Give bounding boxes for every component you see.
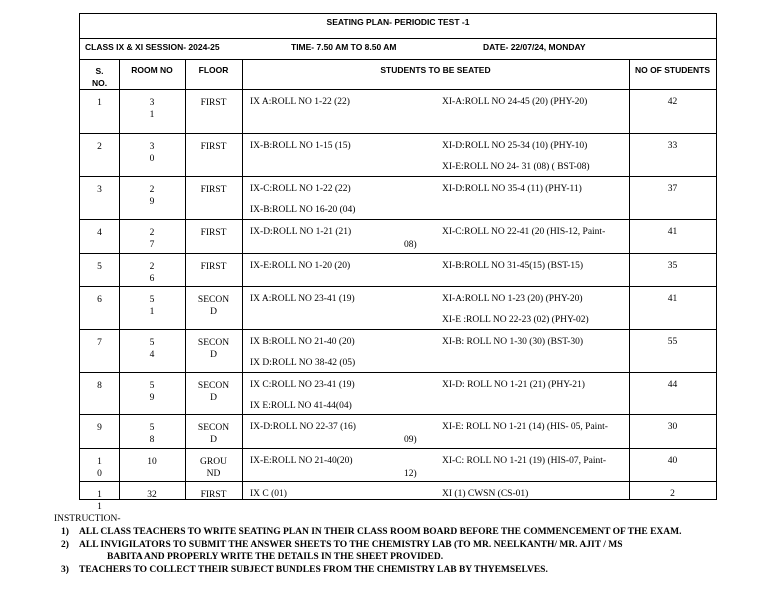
room-number-line: 5 xyxy=(149,381,155,391)
serial-number xyxy=(80,294,119,306)
room-number xyxy=(119,489,185,501)
row-divider xyxy=(80,133,716,134)
floor-line: SECON xyxy=(197,338,230,348)
room-number-line: 5 xyxy=(149,423,155,433)
room-number-line: 32 xyxy=(147,490,157,500)
col-header-sno: S. NO. xyxy=(91,66,108,88)
students-xi: XI-D: ROLL NO 1-21 (21) (PHY-21) xyxy=(442,380,585,390)
row-divider xyxy=(80,448,716,449)
instruction-2-num: 2) xyxy=(61,540,69,550)
floor-line: FIRST xyxy=(200,98,227,108)
serial-number-line: 1 xyxy=(97,98,102,108)
students-xi: XI-C: ROLL NO 1-21 (19) (HIS-07, Paint- xyxy=(442,456,607,466)
floor xyxy=(185,337,242,361)
room-number xyxy=(119,141,185,165)
floor xyxy=(185,227,242,239)
students-xi: XI-E: ROLL NO 1-21 (14) (HIS- 05, Paint- xyxy=(442,422,608,432)
serial-number-line: 7 xyxy=(97,338,102,348)
serial-number-line: 1 xyxy=(97,502,102,512)
students-ix: IX A:ROLL NO 1-22 (22) xyxy=(250,97,350,107)
students-ix: IX C (01) xyxy=(250,489,287,499)
serial-number xyxy=(80,489,119,513)
room-number xyxy=(119,380,185,404)
col-header-students: STUDENTS TO BE SEATED xyxy=(380,65,491,75)
students-ix: IX C:ROLL NO 23-41 (19) xyxy=(250,380,355,390)
student-count: 30 xyxy=(667,422,678,432)
row-divider xyxy=(80,253,716,254)
students-ix: IX-B:ROLL NO 16-20 (04) xyxy=(250,205,356,215)
serial-number xyxy=(80,141,119,153)
students-ix: IX-C:ROLL NO 1-22 (22) xyxy=(250,184,351,194)
floor-line: ND xyxy=(206,469,221,479)
floor-line: SECON xyxy=(197,381,230,391)
room-number-line: 7 xyxy=(149,240,155,250)
floor-line: D xyxy=(210,393,217,403)
room-number-line: 10 xyxy=(147,457,157,467)
student-count: 37 xyxy=(667,184,678,194)
student-count: 41 xyxy=(667,227,678,237)
serial-number xyxy=(80,97,119,109)
room-number-line: 1 xyxy=(149,307,155,317)
students-xi: XI (1) CWSN (CS-01) xyxy=(442,489,529,499)
student-count: 2 xyxy=(670,489,675,499)
column-divider xyxy=(629,59,630,499)
room-number-line: 5 xyxy=(149,295,155,305)
floor-line: FIRST xyxy=(200,185,227,195)
room-number-line: 3 xyxy=(149,98,155,108)
row-divider xyxy=(80,372,716,373)
floor-line: D xyxy=(210,307,217,317)
instruction-2-cont: BABITA AND PROPERLY WRITE THE DETAILS IN THE SHEET PROVIDED. xyxy=(107,552,444,562)
room-number xyxy=(119,422,185,446)
serial-number-line: 9 xyxy=(97,423,102,433)
student-count: 40 xyxy=(667,456,678,466)
seating-plan-table xyxy=(79,13,717,512)
row-divider xyxy=(80,176,716,177)
room-number-line: 3 xyxy=(149,142,155,152)
col-header-room: ROOM NO xyxy=(131,65,173,75)
students-xi: XI-C:ROLL NO 22-41 (20 (HIS-12, Paint- xyxy=(442,227,606,237)
student-count: 55 xyxy=(667,337,678,347)
student-count: 42 xyxy=(667,97,678,107)
students-ix: IX-D:ROLL NO 1-21 (21) xyxy=(250,227,352,237)
floor-line: D xyxy=(210,435,217,445)
room-number-line: 0 xyxy=(149,154,155,164)
serial-number-line: 2 xyxy=(97,142,102,152)
room-number xyxy=(119,184,185,208)
column-divider xyxy=(242,59,243,499)
room-number-line: 2 xyxy=(149,185,155,195)
students-ix: IX-D:ROLL NO 22-37 (16) xyxy=(250,422,356,432)
students-ix: IX-E:ROLL NO 1-20 (20) xyxy=(250,261,351,271)
students-ix: IX E:ROLL NO 41-44(04) xyxy=(250,401,352,411)
serial-number-line: 4 xyxy=(97,228,102,238)
serial-number-line: 1 xyxy=(97,457,102,467)
col-header-count: NO OF STUDENTS xyxy=(634,65,711,75)
floor-line: FIRST xyxy=(200,228,227,238)
students-xi: XI-E:ROLL NO 24- 31 (08) ( BST-08) xyxy=(442,162,590,172)
room-number xyxy=(119,337,185,361)
students-ix: IX-E:ROLL NO 21-40(20) xyxy=(250,456,353,466)
floor xyxy=(185,97,242,109)
serial-number xyxy=(80,337,119,349)
row-divider xyxy=(80,329,716,330)
students-xi: XI-D:ROLL NO 25-34 (10) (PHY-10) xyxy=(442,141,588,151)
room-number-line: 5 xyxy=(149,338,155,348)
col-header-floor: FLOOR xyxy=(198,65,229,75)
room-number xyxy=(119,294,185,318)
floor-line: GROU xyxy=(200,457,227,467)
students-ix: IX B:ROLL NO 21-40 (20) xyxy=(250,337,355,347)
serial-number xyxy=(80,422,119,434)
students-xi-wrap: 12) xyxy=(404,469,417,479)
floor-line: FIRST xyxy=(200,490,227,500)
serial-number-line: 6 xyxy=(97,295,102,305)
serial-number xyxy=(80,261,119,273)
student-count: 41 xyxy=(667,294,678,304)
serial-number-line: 1 xyxy=(97,490,102,500)
column-divider xyxy=(185,59,186,499)
row-divider xyxy=(80,219,716,220)
students-xi: XI-A:ROLL NO 1-23 (20) (PHY-20) xyxy=(442,294,583,304)
student-count: 44 xyxy=(667,380,678,390)
serial-number xyxy=(80,456,119,480)
instruction-3-num: 3) xyxy=(61,565,69,575)
instruction-1-text: ALL CLASS TEACHERS TO WRITE SEATING PLAN IN THEIR CLASS ROOM BOARD BEFORE THE COMMENCEMENT OF THE EXAM. xyxy=(79,527,682,537)
room-number xyxy=(119,97,185,121)
students-ix: IX A:ROLL NO 23-41 (19) xyxy=(250,294,355,304)
room-number-line: 2 xyxy=(149,262,155,272)
students-ix: IX-B:ROLL NO 1-15 (15) xyxy=(250,141,351,151)
divider xyxy=(80,89,716,90)
room-number xyxy=(119,456,185,468)
student-count: 33 xyxy=(667,141,678,151)
column-divider xyxy=(119,59,120,499)
serial-number-line: 5 xyxy=(97,262,102,272)
room-number-line: 8 xyxy=(149,435,155,445)
students-xi: XI-B:ROLL NO 31-45(15) (BST-15) xyxy=(442,261,583,271)
room-number xyxy=(119,227,185,251)
serial-number xyxy=(80,227,119,239)
row-divider xyxy=(80,481,716,482)
floor xyxy=(185,456,242,480)
students-ix: IX D:ROLL NO 38-42 (05) xyxy=(250,358,356,368)
room-number-line: 4 xyxy=(149,350,155,360)
row-divider xyxy=(80,286,716,287)
time-label: TIME- 7.50 AM TO 8.50 AM xyxy=(291,42,397,52)
divider xyxy=(80,38,716,39)
session-label: CLASS IX & XI SESSION- 2024-25 xyxy=(85,42,220,52)
floor xyxy=(185,141,242,153)
floor xyxy=(185,261,242,273)
date-label: DATE- 22/07/24, MONDAY xyxy=(483,42,586,52)
floor-line: SECON xyxy=(197,423,230,433)
floor xyxy=(185,489,242,501)
serial-number-line: 8 xyxy=(97,381,102,391)
students-xi: XI-A:ROLL NO 24-45 (20) (PHY-20) xyxy=(442,97,588,107)
instructions-heading: INSTRUCTION- xyxy=(54,514,121,524)
room-number-line: 9 xyxy=(149,393,155,403)
instruction-1-num: 1) xyxy=(61,527,69,537)
table-title: SEATING PLAN- PERIODIC TEST -1 xyxy=(326,17,470,27)
floor-line: FIRST xyxy=(200,262,227,272)
divider xyxy=(80,59,716,60)
serial-number xyxy=(80,380,119,392)
students-xi: XI-B: ROLL NO 1-30 (30) (BST-30) xyxy=(442,337,583,347)
students-xi: XI-D:ROLL NO 35-4 (11) (PHY-11) xyxy=(442,184,582,194)
serial-number xyxy=(80,184,119,196)
floor xyxy=(185,294,242,318)
room-number-line: 9 xyxy=(149,197,155,207)
floor-line: FIRST xyxy=(200,142,227,152)
room-number-line: 1 xyxy=(149,110,155,120)
student-count: 35 xyxy=(667,261,678,271)
students-xi-wrap: 09) xyxy=(404,435,417,445)
room-number-line: 6 xyxy=(149,274,155,284)
floor-line: D xyxy=(210,350,217,360)
floor-line: SECON xyxy=(197,295,230,305)
instruction-2-text: ALL INVIGILATORS TO SUBMIT THE ANSWER SHEETS TO THE CHEMISTRY LAB (TO MR. NEELKANTH/ MR. AJIT / MS xyxy=(79,540,623,550)
room-number-line: 2 xyxy=(149,228,155,238)
floor xyxy=(185,422,242,446)
serial-number-line: 3 xyxy=(97,185,102,195)
room-number xyxy=(119,261,185,285)
floor xyxy=(185,380,242,404)
instruction-3-text: TEACHERS TO COLLECT THEIR SUBJECT BUNDLES FROM THE CHEMISTRY LAB BY THYEMSELVES. xyxy=(79,565,548,575)
serial-number-line: 0 xyxy=(97,469,102,479)
students-xi: XI-E :ROLL NO 22-23 (02) (PHY-02) xyxy=(442,315,589,325)
students-xi-wrap: 08) xyxy=(404,240,417,250)
row-divider xyxy=(80,414,716,415)
floor xyxy=(185,184,242,196)
